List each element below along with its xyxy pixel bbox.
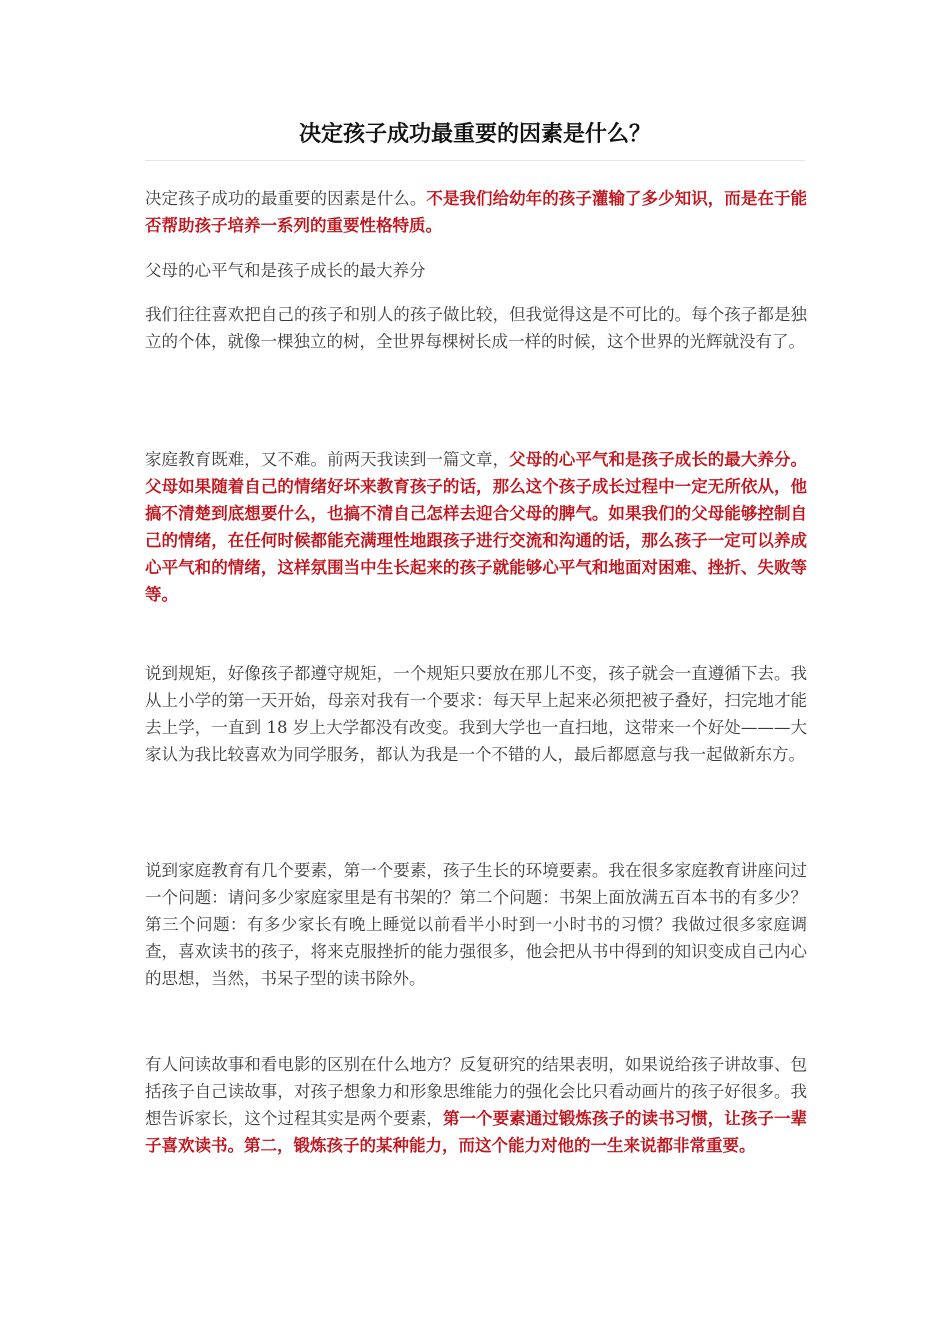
paragraph-environment <box>145 857 807 992</box>
paragraph-highlight: 不是我们给幼年的孩子灌输了多少知识，而是在于能否帮助孩子培养一系列的重要性格特质。 <box>145 189 808 235</box>
paragraph-text: 有人问读故事和看电影的区别在什么地方？反复研究的结果表明，如果说给孩子讲故事、包括孩子自己读故事，对孩子想象力和形象思维能力的强化会比只看动画片的孩子好很多。我想告诉家长，这个过程其实是两个要素， <box>145 1055 807 1128</box>
paragraph-subheading <box>145 257 807 284</box>
paragraph-text: 决定孩子成功的最重要的因素是什么。 <box>145 189 427 208</box>
paragraph-highlight: 第一个要素通过锻炼孩子的读书习惯，让孩子一辈子喜欢读书。第二，锻炼孩子的某种能力，而这个能力对他的一生来说都非常重要。 <box>145 1109 808 1155</box>
page-title: 决定孩子成功最重要的因素是什么？ <box>298 122 651 147</box>
paragraph-reading <box>145 1051 807 1159</box>
title-divider <box>145 160 805 161</box>
paragraph-text: 家庭教育既难，又不难。前两天我读到一篇文章， <box>145 450 510 469</box>
paragraph-comparison <box>145 301 807 355</box>
paragraph-rules <box>145 660 807 768</box>
paragraph-text: 说到规矩，好像孩子都遵守规矩，一个规矩只要放在那儿不变，孩子就会一直遵循下去。我从上小学的第一天开始，母亲对我有一个要求：每天早上起来必须把被子叠好，扫完地才能去上学，一直到 18 岁上大学都没有改变。我到大学也一直扫地，这带来一个好处———大家认为我比较喜欢为同学服务，都认为我是一个不错的人，最后都愿意与我一起做新东方。 <box>145 664 807 764</box>
paragraph-intro <box>145 185 807 239</box>
paragraph-family-education <box>145 446 807 608</box>
paragraph-text: 我们往往喜欢把自己的孩子和别人的孩子做比较，但我觉得这是不可比的。每个孩子都是独立的个体，就像一棵独立的树，全世界每棵树长成一样的时候，这个世界的光辉就没有了。 <box>145 305 807 351</box>
paragraph-text: 父母的心平气和是孩子成长的最大养分 <box>145 261 426 280</box>
paragraph-text: 说到家庭教育有几个要素，第一个要素，孩子生长的环境要素。我在很多家庭教育讲座问过一个问题：请问多少家庭家里是有书架的？第二个问题：书架上面放满五百本书的有多少？第三个问题：有多少家长有晚上睡觉以前看半小时到一小时书的习惯？我做过很多家庭调查，喜欢读书的孩子，将来克服挫折的能力强很多，他会把从书中得到的知识变成自己内心的思想，当然，书呆子型的读书除外。 <box>145 861 807 988</box>
paragraph-highlight: 父母的心平气和是孩子成长的最大养分。父母如果随着自己的情绪好坏来教育孩子的话，那么这个孩子成长过程中一定无所依从，他搞不清楚到底想要什么，也搞不清自己怎样去迎合父母的脾气。如果我们的父母能够控制自己的情绪，在任何时候都能充满理性地跟孩子进行交流和沟通的话，那么孩子一定可以养成心平气和的情绪，这样氛围当中生长起来的孩子就能够心平气和地面对困难、挫折、失败等等。 <box>145 450 808 604</box>
